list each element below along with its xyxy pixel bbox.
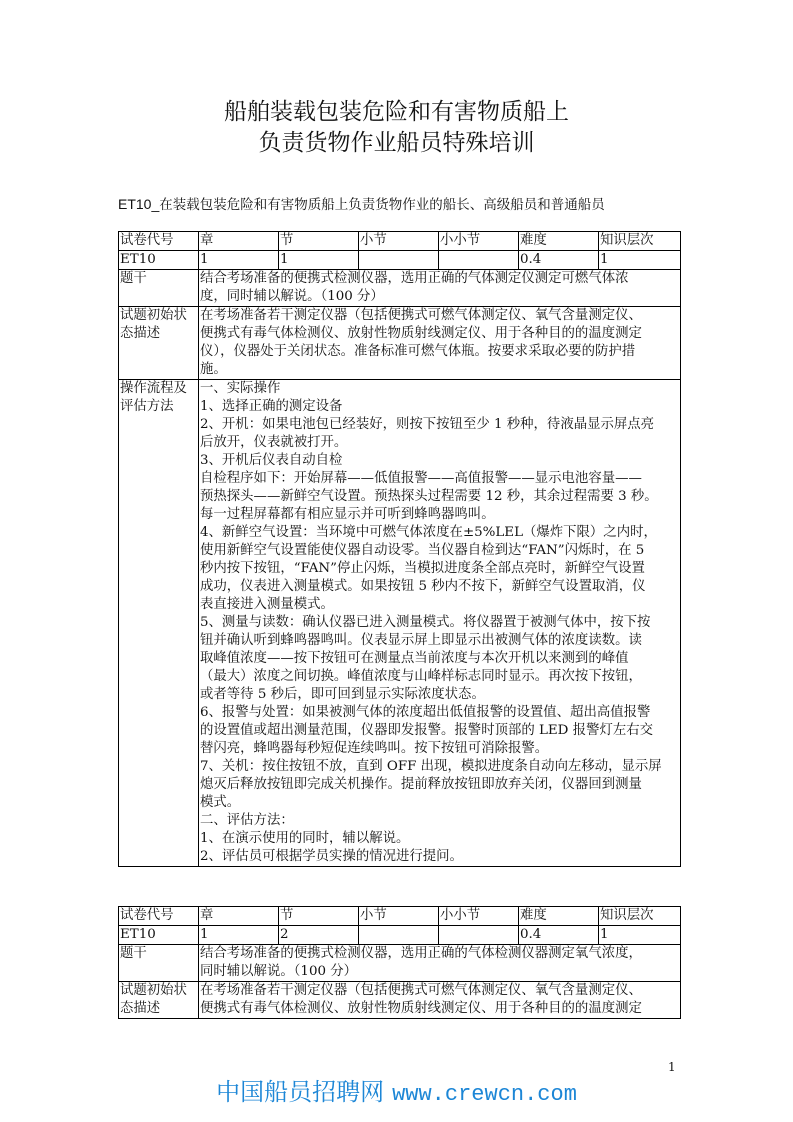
text-line: 同时辅以解说。（100 分） [200,964,358,979]
header-cell: 难度 [519,907,599,926]
text-line: 2、评估员可根据学员实操的情况进行提问。 [200,849,463,864]
state-label [119,307,199,380]
value-cell: 1 [199,926,279,945]
process-content [199,380,681,867]
text-line: 模式。 [200,795,241,810]
value-cell: 0.4 [519,926,599,945]
text-line: 仪），仪器处于关闭状态。准备标准可燃气体瓶。按要求采取必要的防护措 [200,344,636,359]
text-line: 3、开机后仪表自动自检 [200,453,343,468]
text-line: 使用新鲜空气设置能使仪器自动设零。当仪器自检到达“FAN”闪烁时，在 5 [200,543,645,558]
header-cell: 章 [199,232,279,251]
header-cell: 章 [199,907,279,926]
text-line: 表直接进入测量模式。 [200,597,334,612]
header-cell: 小小节 [439,232,519,251]
text-line: 6、报警与处置：如果被测气体的浓度超出低值报警的设置值、超出高值报警 [200,705,651,720]
stem-content [199,945,681,982]
text-line: 结合考场准备的便携式检测仪器，选用正确的气体测定仪测定可燃气体浓 [200,271,629,286]
text-line: 秒内按下按钮，“FAN”停止闪烁，当模拟进度条全部点亮时，新鲜空气设置 [200,561,645,576]
value-cell: 1 [279,251,359,270]
text-line: 评估方法 [120,399,174,414]
footer-watermark [0,1072,793,1107]
text-line: 2、开机：如果电池包已经装好，则按下按钮至少 1 秒种，待液晶显示屏点亮 [200,417,655,432]
header-cell: 节 [279,232,359,251]
text-line: 自检程序如下：开始屏幕——低值报警——高值报警——显示电池容量—— [200,471,642,486]
value-cell: 2 [279,926,359,945]
process-label [119,380,199,867]
document-title-line-1: 船舶装载包装危险和有害物质船上 [224,99,569,125]
text-line: 后放开，仪表就被打开。 [200,435,348,450]
text-line: 度，同时辅以解说。（100 分） [200,289,384,304]
exam-table-2 [118,906,681,1019]
header-cell: 难度 [519,232,599,251]
text-line: 4、新鲜空气设置：当环境中可燃气体浓度在±5%LEL（爆炸下限）之内时， [200,525,657,540]
text-line: 试题初始状 [120,983,187,998]
value-cell [359,251,439,270]
text-line: 试题初始状 [120,308,187,323]
footer-url: www.crewcn.com [392,1082,577,1107]
text-line: 或者等待 5 秒后，即可回到显示实际浓度状态。 [200,687,485,702]
text-line: 5、测量与读数：确认仪器已进入测量模式。将仪器置于被测气体中，按下按 [200,615,651,630]
text-line: 便携式有毒气体检测仪、放射性物质射线测定仪、用于各种目的的温度测定 [200,1001,642,1016]
state-content [199,307,681,380]
text-line: 取峰值浓度——按下按钮可在测量点当前浓度与本次开机以来测到的峰值 [200,651,629,666]
stem-label: 题干 [119,270,199,307]
text-line: 的设置值或超出测量范围，仪器即发报警。报警时顶部的 LED 报警灯左右交 [200,723,654,738]
text-line: 每一过程屏幕都有相应显示并可听到蜂鸣器鸣叫。 [200,507,495,522]
course-description: 在装载包装危险和有害物质船上负责货物作业的船长、高级船员和普通船员 [159,197,605,213]
footer-brand: 中国船员招聘网 [216,1078,385,1106]
text-line: 态描述 [120,1001,161,1016]
stem-content [199,270,681,307]
header-cell: 试卷代号 [119,907,199,926]
state-content [199,982,681,1019]
text-line: 替闪亮，蜂鸣器每秒短促连续鸣叫。按下按钮可消除报警。 [200,741,549,756]
text-line: 在考场准备若干测定仪器（包括便携式可燃气体测定仪、氧气含量测定仪、 [200,308,642,323]
text-line: 1、选择正确的测定设备 [200,399,343,414]
header-cell: 知识层次 [599,232,681,251]
value-cell: ET10 [119,251,199,270]
text-line: 熄灭后释放按钮即完成关机操作。提前释放按钮即放弃关闭，仪器回到测量 [200,777,642,792]
value-cell: 0.4 [519,251,599,270]
header-cell: 节 [279,907,359,926]
text-line: 结合考场准备的便携式检测仪器，选用正确的气体检测仪器测定氧气浓度， [200,946,642,961]
exam-table-1 [118,231,681,867]
text-line: 态描述 [120,326,161,341]
text-line: 成功，仪表进入测量模式。如果按钮 5 秒内不按下，新鲜空气设置取消，仪 [200,579,646,594]
text-line: 1、在演示使用的同时，辅以解说。 [200,831,410,846]
value-cell: ET10 [119,926,199,945]
text-line: 一、实际操作 [200,381,281,396]
page-number: 1 [668,1060,676,1074]
text-line: 预热探头——新鲜空气设置。预热探头过程需要 12 秒，其余过程需要 3 秒。 [200,489,658,504]
value-cell [359,926,439,945]
value-cell: 1 [599,251,681,270]
text-line: 在考场准备若干测定仪器（包括便携式可燃气体测定仪、氧气含量测定仪、 [200,983,642,998]
header-cell: 知识层次 [599,907,681,926]
document-title-line-2: 负责货物作业船员特殊培训 [258,130,535,156]
text-line: 操作流程及 [120,381,187,396]
header-cell: 小节 [359,907,439,926]
value-cell: 1 [199,251,279,270]
header-cell: 试卷代号 [119,232,199,251]
header-cell: 小节 [359,232,439,251]
value-cell [439,926,519,945]
text-line: 二、评估方法： [200,813,294,828]
state-label [119,982,199,1019]
course-code: ET10_ [118,196,160,212]
text-line: （最大）浓度之间切换。峰值浓度与山峰样标志同时显示。再次按下按钮， [200,669,642,684]
value-cell [439,251,519,270]
value-cell: 1 [599,926,681,945]
text-line: 便携式有毒气体检测仪、放射性物质射线测定仪、用于各种目的的温度测定 [200,326,642,341]
text-line: 施。 [200,362,227,377]
text-line: 钮并确认听到蜂鸣器鸣叫。仪表显示屏上即显示出被测气体的浓度读数。读 [200,633,642,648]
stem-label: 题干 [119,945,199,982]
text-line: 7、关机：按住按钮不放，直到 OFF 出现，模拟进度条自动向左移动，显示屏 [200,759,662,774]
header-cell: 小小节 [439,907,519,926]
course-subtitle [118,193,605,213]
